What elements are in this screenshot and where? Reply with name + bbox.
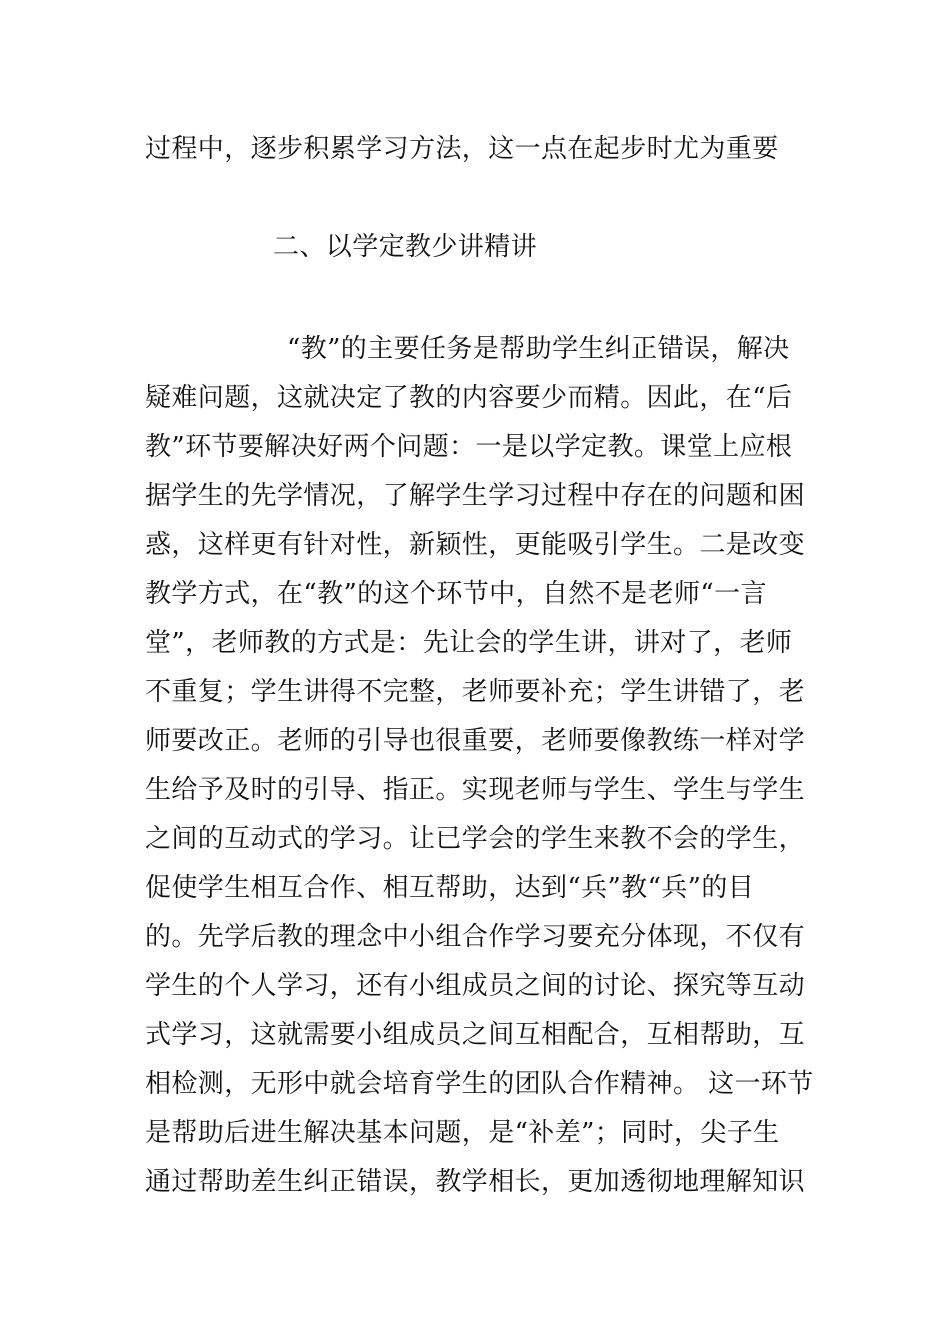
paragraph-line: 相检测，无形中就会培育学生的团队合作精神。 这一环节 (145, 1069, 814, 1099)
lead-line: 过程中，逐步积累学习方法，这一点在起步时尤为重要 (145, 134, 779, 164)
paragraph-line: 惑，这样更有针对性，新颖性，更能吸引学生。二是改变 (145, 530, 806, 560)
paragraph-line: “教”的主要任务是帮助学生纠正错误，解决 (287, 334, 790, 364)
paragraph-line: 堂”，老师教的方式是：先让会的学生讲，讲对了，老师 (145, 628, 793, 658)
section-heading: 二、以学定教少讲精讲 (273, 232, 538, 262)
paragraph-line: 教”环节要解决好两个问题：一是以学定教。课堂上应根 (145, 432, 793, 462)
paragraph-line: 据学生的先学情况，了解学生学习过程中存在的问题和困 (145, 481, 806, 511)
paragraph-line: 式学习，这就需要小组成员之间互相配合，互相帮助，互 (145, 1020, 806, 1050)
paragraph-line: 通过帮助差生纠正错误，教学相长，更加透彻地理解知识 (145, 1167, 806, 1197)
paragraph-line: 促使学生相互合作、相互帮助，达到“兵”教“兵”的目 (145, 873, 755, 903)
paragraph-line: 学生的个人学习，还有小组成员之间的讨论、探究等互动 (145, 971, 806, 1001)
paragraph-line: 是帮助后进生解决基本问题，是“补差”；同时，尖子生 (145, 1118, 780, 1148)
paragraph-line: 不重复；学生讲得不完整，老师要补充；学生讲错了，老 (145, 677, 806, 707)
paragraph-line: 疑难问题，这就决定了教的内容要少而精。因此，在“后 (145, 383, 793, 413)
paragraph-line: 生给予及时的引导、指正。实现老师与学生、学生与学生 (145, 775, 806, 805)
paragraph-line: 教学方式，在“教”的这个环节中，自然不是老师“一言 (145, 579, 767, 609)
paragraph-line: 之间的互动式的学习。让已学会的学生来教不会的学生， (145, 824, 806, 854)
paragraph-line: 师要改正。老师的引导也很重要，老师要像教练一样对学 (145, 726, 806, 756)
paragraph-line: 的。先学后教的理念中小组合作学习要充分体现，不仅有 (145, 922, 806, 952)
